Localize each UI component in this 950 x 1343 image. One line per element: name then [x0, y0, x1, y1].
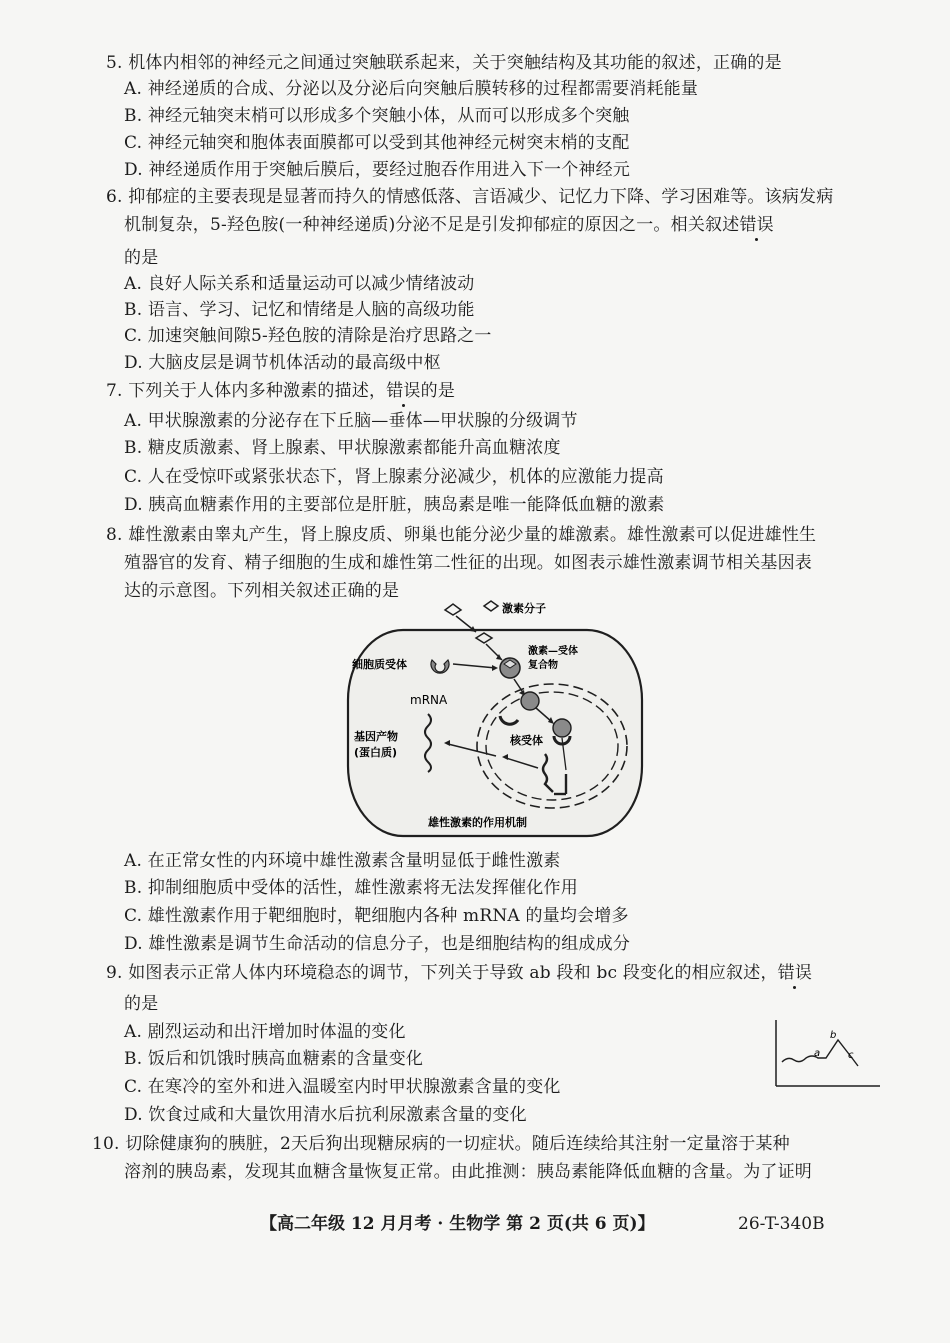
q7-stem: [106, 380, 455, 402]
footer-page-info: 【高二年级 12 月月考 · 生物学 第 2 页(共 6 页)】: [260, 1214, 655, 1234]
q7-stem-end: 的是: [420, 381, 456, 401]
q6-emphasis: 错误: [739, 215, 774, 235]
point-label-a: a: [814, 1048, 821, 1059]
q7-stem-text: 7. 下列关于人体内多种激素的描述，: [106, 381, 387, 401]
point-label-b: b: [830, 1030, 837, 1041]
q8-option-c: C. 雄性激素作用于靶细胞时，靶细胞内各种 mRNA 的量均会增多: [124, 906, 629, 926]
androgen-mechanism-figure: [340, 598, 650, 844]
q5-option-b: B. 神经元轴突末梢可以形成多个突触小体，从而可以形成多个突触: [124, 106, 630, 126]
q9-option-b: B. 饭后和饥饿时胰高血糖素的含量变化: [124, 1049, 424, 1069]
q9-option-a: A. 剧烈运动和出汗增加时体温的变化: [124, 1022, 406, 1042]
q8-stem-line3: 达的示意图。下列相关叙述正确的是: [124, 581, 400, 601]
label-mrna: mRNA: [410, 693, 448, 707]
label-hormone: 激素分子: [502, 602, 546, 615]
q6-stem-line3: 的是: [124, 248, 159, 268]
q5-option-a: A. 神经递质的合成、分泌以及分泌后向突触后膜转移的过程都需要消耗能量: [124, 79, 699, 99]
label-product-2: (蛋白质): [354, 746, 398, 759]
q7-emphasis: 错误: [386, 381, 421, 401]
q9-option-c: C. 在寒冷的室外和进入温暖室内时甲状腺激素含量的变化: [124, 1077, 561, 1097]
q5-option-d: D. 神经递质作用于突触后膜后，要经过胞吞作用进入下一个神经元: [124, 160, 631, 180]
q6-stem-line2: [124, 214, 774, 236]
q7-option-b: B. 糖皮质激素、肾上腺素、甲状腺激素都能升高血糖浓度: [124, 438, 561, 458]
q9-option-d: D. 饮食过咸和大量饮用清水后抗利尿激素含量的变化: [124, 1105, 527, 1125]
q6-option-c: C. 加速突触间隙5-羟色胺的清除是治疗思路之一: [124, 326, 492, 346]
figure1-caption: 雄性激素的作用机制: [428, 816, 527, 829]
label-complex-1: 激素—受体: [528, 646, 578, 657]
q6-stem-text: 机制复杂，5-羟色胺(一种神经递质)分泌不足是引发抑郁症的原因之一。相关叙述: [124, 215, 740, 235]
homeostasis-graph: [768, 1016, 884, 1090]
q6-stem-line1: 6. 抑郁症的主要表现是显著而持久的情感低落、言语减少、记忆力下降、学习困难等。该病发病: [106, 187, 834, 207]
q6-option-a: A. 良好人际关系和适量运动可以减少情绪波动: [124, 274, 475, 294]
q6-option-d: D. 大脑皮层是调节机体活动的最高级中枢: [124, 353, 441, 373]
q6-option-b: B. 语言、学习、记忆和情绪是人脑的高级功能: [124, 300, 475, 320]
q5-option-c: C. 神经元轴突和胞体表面膜都可以受到其他神经元树突末梢的支配: [124, 133, 630, 153]
q9-stem-line1: [106, 962, 812, 984]
q8-stem-line2: 殖器官的发育、精子细胞的生成和雄性第二性征的出现。如图表示雄性激素调节相关基因表: [124, 553, 812, 573]
q10-stem-line2: 溶剂的胰岛素，发现其血糖含量恢复正常。由此推测：胰岛素能降低血糖的含量。为了证明: [124, 1162, 812, 1182]
q7-option-d: D. 胰高血糖素作用的主要部位是肝脏，胰岛素是唯一能降低血糖的激素: [124, 495, 665, 515]
hormone-molecule-icon: [445, 604, 461, 615]
q9-emphasis: 错误: [777, 963, 813, 983]
q10-stem-line1: 10. 切除健康狗的胰脏，2天后狗出现糖尿病的一切症状。随后连续给其注射一定量溶于某种: [92, 1134, 790, 1154]
label-product-1: 基因产物: [354, 730, 398, 743]
label-complex-2: 复合物: [528, 660, 558, 671]
q7-option-a: A. 甲状腺激素的分泌存在下丘脑—垂体—甲状腺的分级调节: [124, 411, 578, 431]
q8-option-b: B. 抑制细胞质中受体的活性，雄性激素将无法发挥催化作用: [124, 878, 578, 898]
label-nuclear-receptor: 核受体: [510, 734, 543, 747]
q8-stem-line1: 8. 雄性激素由睾丸产生，肾上腺皮质、卵巢也能分泌少量的雄激素。雄性激素可以促进雄性生: [106, 525, 817, 545]
q8-option-a: A. 在正常女性的内环境中雄性激素含量明显低于雌性激素: [124, 851, 561, 871]
point-label-c: c: [848, 1050, 854, 1061]
q8-option-d: D. 雄性激素是调节生命活动的信息分子，也是细胞结构的组成成分: [124, 934, 631, 954]
q7-option-c: C. 人在受惊吓或紧张状态下，肾上腺素分泌减少，机体的应激能力提高: [124, 467, 664, 487]
q9-stem-text: 9. 如图表示正常人体内环境稳态的调节，下列关于导致 ab 段和 bc 段变化的相应叙述，: [106, 963, 778, 983]
hormone-molecule-icon: [484, 601, 498, 611]
q5-stem: 5. 机体内相邻的神经元之间通过突触联系起来，关于突触结构及其功能的叙述，正确的是: [106, 53, 782, 73]
complex-in-nucleus-icon: [521, 692, 539, 710]
footer-code: 26-T-340B: [738, 1214, 825, 1234]
label-cyto-receptor: 细胞质受体: [352, 658, 407, 671]
q9-stem-line2: 的是: [124, 994, 159, 1014]
